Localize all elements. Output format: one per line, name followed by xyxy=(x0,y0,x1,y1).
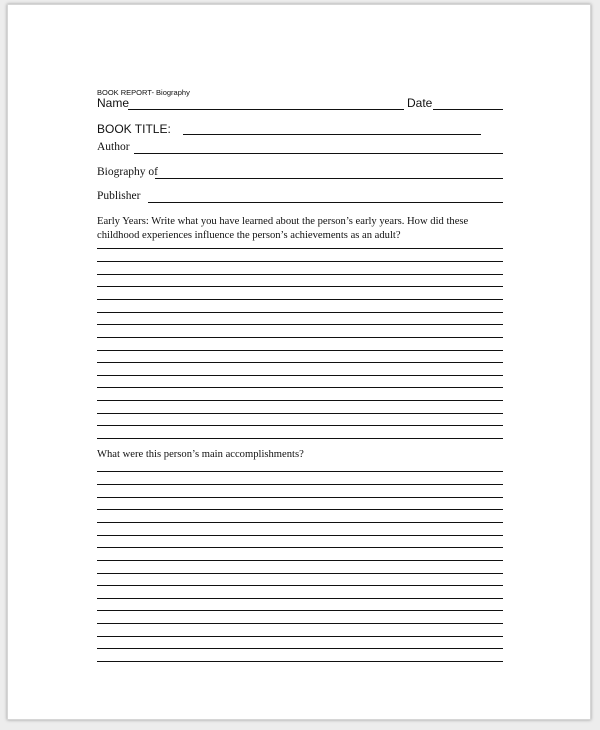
answer-line[interactable] xyxy=(97,425,503,426)
author-label: Author xyxy=(97,141,130,153)
answer-line[interactable] xyxy=(97,375,503,376)
document-page xyxy=(7,4,591,720)
answer-line[interactable] xyxy=(97,497,503,498)
answer-line[interactable] xyxy=(97,261,503,262)
answer-line[interactable] xyxy=(97,509,503,510)
answer-line[interactable] xyxy=(97,484,503,485)
answer-line[interactable] xyxy=(97,661,503,662)
book-title-label: BOOK TITLE: xyxy=(97,122,171,136)
date-field[interactable] xyxy=(433,109,503,110)
answer-line[interactable] xyxy=(97,547,503,548)
book-title-field[interactable] xyxy=(183,134,481,135)
answer-line[interactable] xyxy=(97,286,503,287)
answer-line[interactable] xyxy=(97,274,503,275)
answer-line[interactable] xyxy=(97,312,503,313)
date-label: Date xyxy=(407,96,433,110)
answer-line[interactable] xyxy=(97,350,503,351)
answer-line[interactable] xyxy=(97,299,503,300)
answer-line[interactable] xyxy=(97,648,503,649)
answer-line[interactable] xyxy=(97,598,503,599)
biography-of-label: Biography of xyxy=(97,166,159,178)
answer-line[interactable] xyxy=(97,337,503,338)
answer-line[interactable] xyxy=(97,362,503,363)
answer-line[interactable] xyxy=(97,560,503,561)
biography-of-field[interactable] xyxy=(155,178,503,179)
answer-line[interactable] xyxy=(97,585,503,586)
report-header: BOOK REPORT- Biography xyxy=(97,88,190,97)
answer-line[interactable] xyxy=(97,610,503,611)
author-field[interactable] xyxy=(134,153,503,154)
publisher-label: Publisher xyxy=(97,190,141,202)
name-label: Name xyxy=(97,96,130,110)
answer-line[interactable] xyxy=(97,400,503,401)
answer-line[interactable] xyxy=(97,522,503,523)
answer-line[interactable] xyxy=(97,438,503,439)
answer-line[interactable] xyxy=(97,623,503,624)
answer-line[interactable] xyxy=(97,573,503,574)
answer-line[interactable] xyxy=(97,413,503,414)
name-field[interactable] xyxy=(128,109,404,110)
answer-line[interactable] xyxy=(97,636,503,637)
accomplishments-prompt: What were this person’s main accomplishments? xyxy=(97,449,304,460)
answer-line[interactable] xyxy=(97,248,503,249)
answer-line[interactable] xyxy=(97,387,503,388)
answer-line[interactable] xyxy=(97,535,503,536)
early-years-prompt: Early Years: Write what you have learned about the person’s early years. How did these childhood experiences influence the person’s achievements as an adult? xyxy=(97,216,469,241)
answer-line[interactable] xyxy=(97,471,503,472)
answer-line[interactable] xyxy=(97,324,503,325)
publisher-field[interactable] xyxy=(148,202,503,203)
